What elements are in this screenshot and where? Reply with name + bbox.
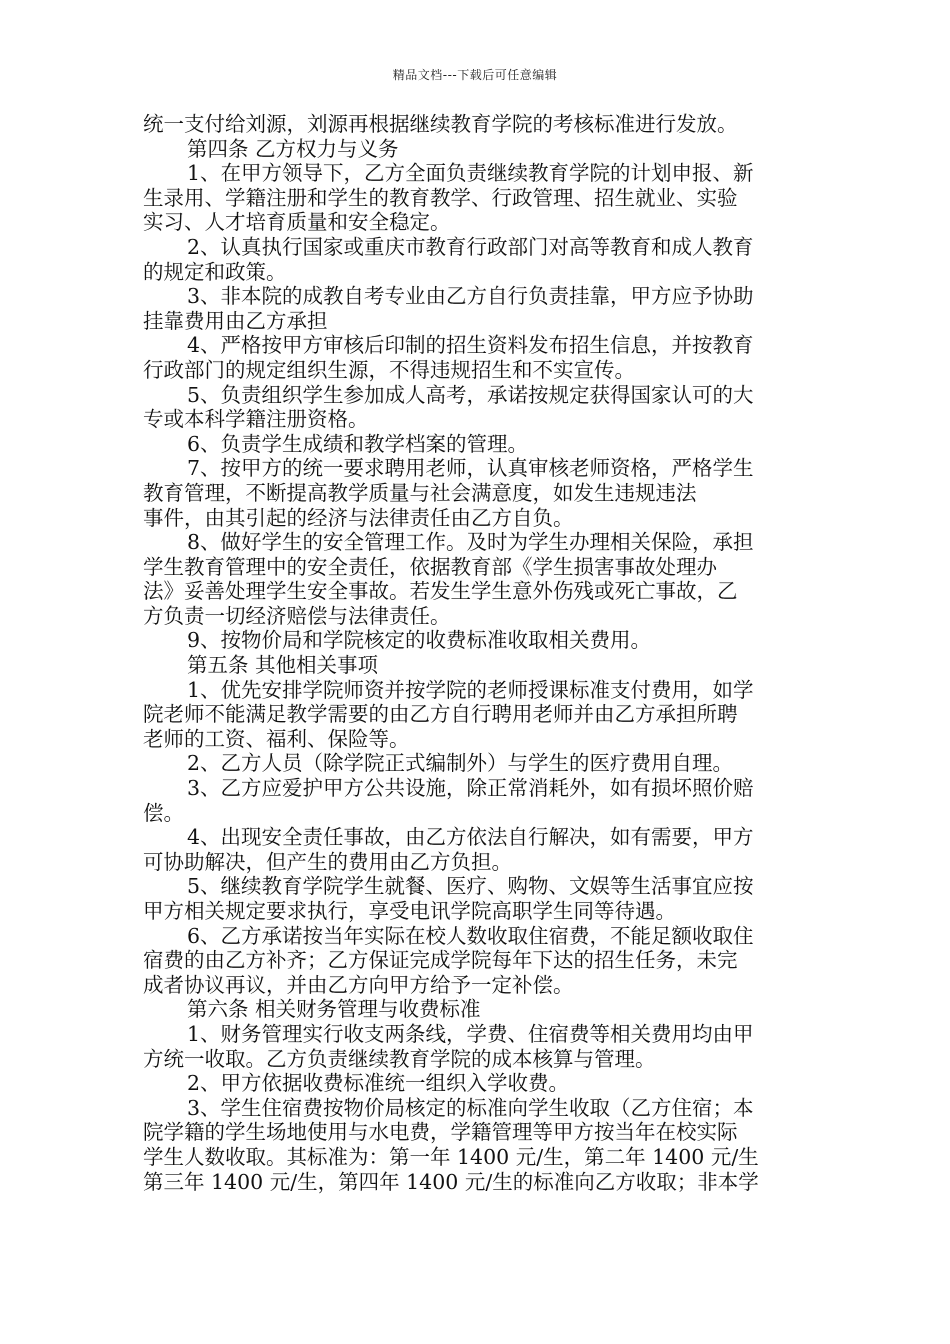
text-line: 教育管理，不断提高教学质量与社会满意度，如发生违规违法 — [143, 480, 697, 505]
text-line: 院学籍的学生场地使用与水电费，学籍管理等甲方按当年在校实际 — [143, 1120, 738, 1145]
text-line: 偿。 — [143, 800, 184, 825]
text-line: 事件，由其引起的经济与法律责任由乙方自负。 — [143, 505, 574, 530]
text-line: 第六条 相关财务管理与收费标准 — [187, 997, 481, 1022]
page-header: 精品文档---下载后可任意编辑 — [392, 68, 558, 82]
text-line: 专或本科学籍注册资格。 — [143, 407, 369, 432]
text-line: 5、负责组织学生参加成人高考，承诺按规定获得国家认可的大 — [187, 382, 754, 407]
text-line: 生录用、学籍注册和学生的教育教学、行政管理、招生就业、实验 — [143, 185, 738, 210]
text-line: 挂靠费用由乙方承担 — [143, 308, 328, 333]
text-line: 2、认真执行国家或重庆市教育行政部门对高等教育和成人教育 — [187, 234, 754, 259]
text-line: 法》妥善处理学生安全事故。若发生学生意外伤残或死亡事故，乙 — [143, 579, 738, 604]
text-line: 4、出现安全责任事故，由乙方依法自行解决，如有需要，甲方 — [187, 825, 754, 850]
text-line: 4、严格按甲方审核后印制的招生资料发布招生信息，并按教育 — [187, 333, 754, 358]
text-line: 老师的工资、福利、保险等。 — [143, 726, 410, 751]
text-line: 院老师不能满足教学需要的由乙方自行聘用老师并由乙方承担所聘 — [143, 702, 738, 727]
text-line: 6、乙方承诺按当年实际在校人数收取住宿费，不能足额收取住 — [187, 923, 754, 948]
text-line: 5、继续教育学院学生就餐、医疗、购物、文娱等生活事宜应按 — [187, 874, 754, 899]
text-line: 第三年 1400 元/生，第四年 1400 元/生的标准向乙方收取；非本学 — [143, 1169, 759, 1194]
text-line: 行政部门的规定组织生源，不得违规招生和不实宣传。 — [143, 357, 635, 382]
text-line: 9、按物价局和学院核定的收费标准收取相关费用。 — [187, 628, 652, 653]
text-line: 1、财务管理实行收支两条线，学费、住宿费等相关费用均由甲 — [187, 1021, 754, 1046]
text-line: 3、学生住宿费按物价局核定的标准向学生收取（乙方住宿；本 — [187, 1095, 754, 1120]
text-line: 甲方相关规定要求执行，享受电讯学院高职学生同等待遇。 — [143, 899, 676, 923]
text-line: 8、做好学生的安全管理工作。及时为学生办理相关保险，承担 — [187, 530, 754, 555]
text-line: 的规定和政策。 — [143, 259, 287, 284]
text-line: 宿费的由乙方补齐；乙方保证完成学院每年下达的招生任务，未完 — [143, 948, 738, 973]
text-line: 2、乙方人员（除学院正式编制外）与学生的医疗费用自理。 — [187, 751, 734, 776]
text-line: 3、乙方应爱护甲方公共设施，除正常消耗外，如有损坏照价赔 — [187, 776, 754, 801]
text-line: 1、优先安排学院师资并按学院的老师授课标准支付费用，如学 — [187, 677, 754, 702]
text-line: 2、甲方依据收费标准统一组织入学收费。 — [187, 1071, 570, 1096]
document-body — [143, 112, 807, 1194]
text-line: 实习、人才培育质量和安全稳定。 — [143, 210, 451, 235]
text-line: 统一支付给刘源，刘源再根据继续教育学院的考核标准进行发放。 — [143, 112, 738, 136]
text-line: 3、非本院的成教自考专业由乙方自行负责挂靠，甲方应予协助 — [187, 284, 754, 309]
text-line: 学生人数收取。其标准为：第一年 1400 元/生，第二年 1400 元/生 — [143, 1144, 759, 1169]
text-line: 成者协议再议，并由乙方向甲方给予一定补偿。 — [143, 972, 574, 997]
text-line: 6、负责学生成绩和教学档案的管理。 — [187, 431, 529, 456]
text-line: 方负责一切经济赔偿与法律责任。 — [143, 603, 451, 628]
text-line: 学生教育管理中的安全责任，依据教育部《学生损害事故处理办 — [143, 554, 717, 579]
text-line: 1、在甲方领导下，乙方全面负责继续教育学院的计划申报、新 — [187, 161, 754, 186]
text-line: 第四条 乙方权力与义务 — [187, 136, 399, 161]
text-line: 第五条 其他相关事项 — [187, 653, 379, 678]
text-line: 7、按甲方的统一要求聘用老师，认真审核老师资格，严格学生 — [187, 456, 754, 481]
text-line: 方统一收取。乙方负责继续教育学院的成本核算与管理。 — [143, 1046, 656, 1071]
text-line: 可协助解决，但产生的费用由乙方负担。 — [143, 849, 512, 874]
